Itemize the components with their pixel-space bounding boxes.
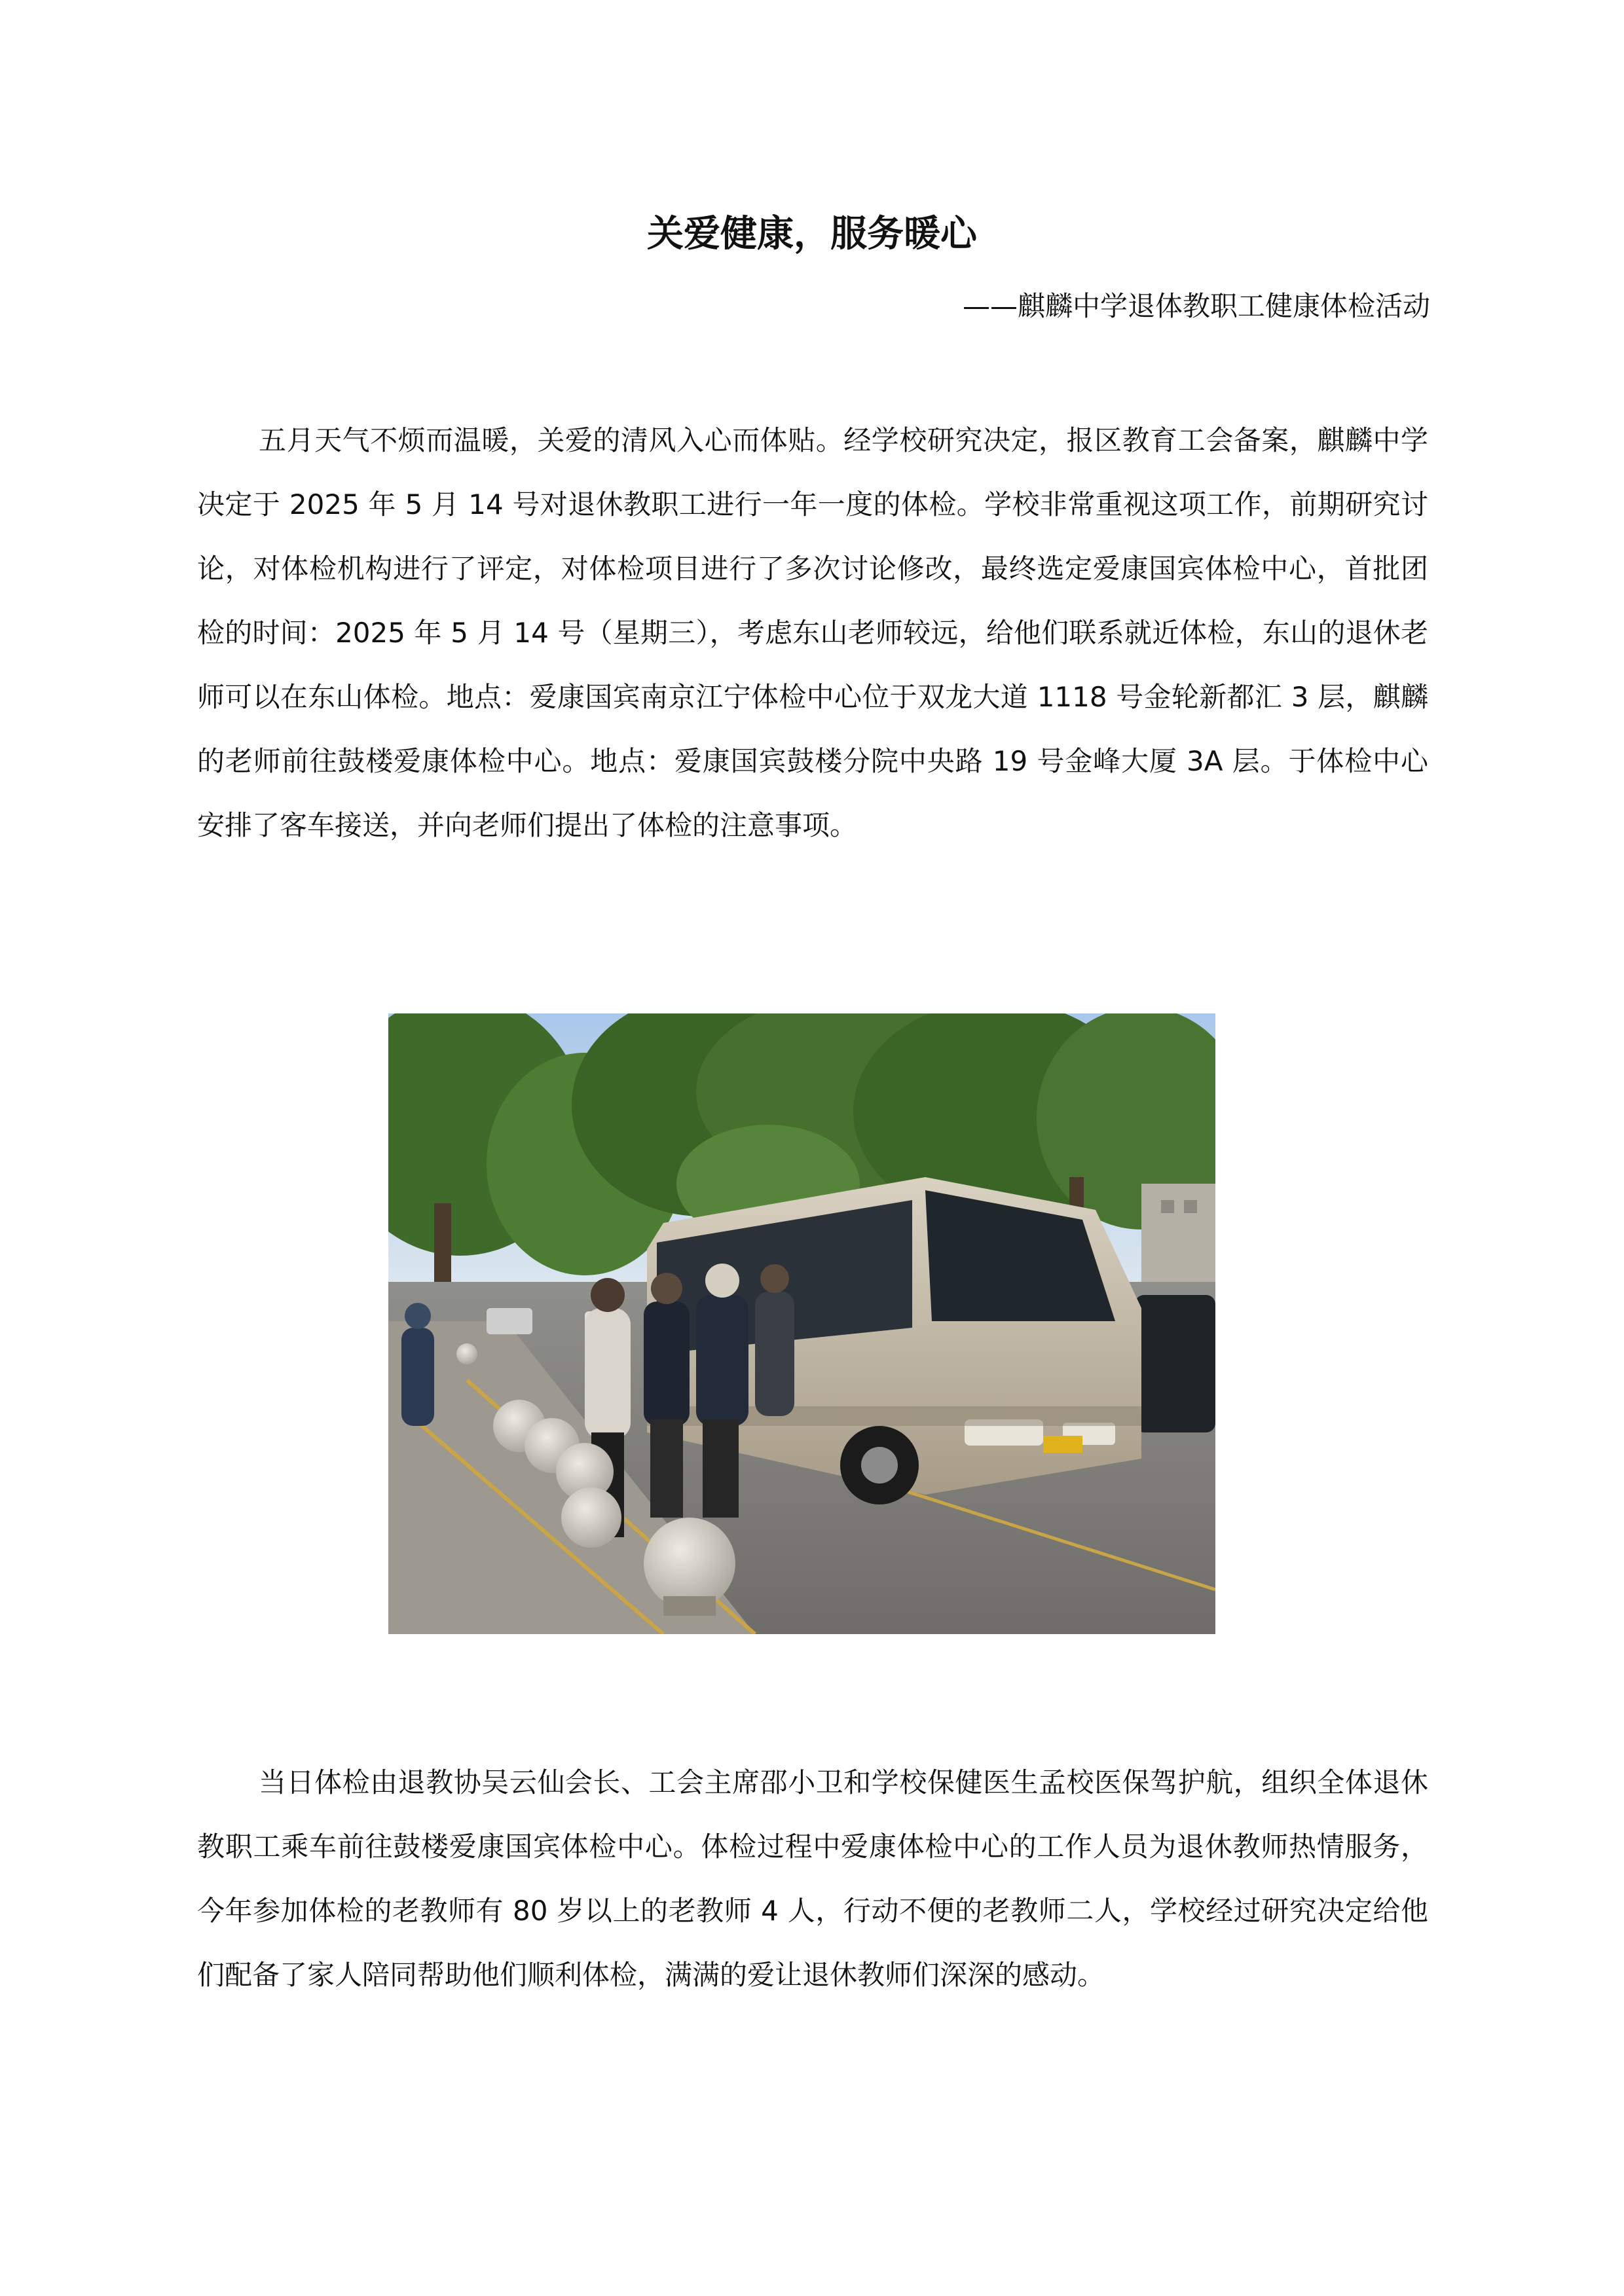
paragraph-1: 五月天气不烦而温暖，关爱的清风入心而体贴。经学校研究决定，报区教育工会备案，麒麟中学决定于 2025 年 5 月 14 号对退休教职工进行一年一度的体检。学校非常重视这项工作，前期研究讨论，对体检机构进行了评定，对体检项目进行了多次讨论修改，最终选定爱康国宾体检中心，首批团检的时间：2025 年 5 月 14 号（星期三），考虑东山老师较远，给他们联系就近体检，东山的退休老师可以在东山体检。地点：爱康国宾南京江宁体检中心位于双龙大道 1118 号金轮新都汇 3 层，麒麟的老师前往鼓楼爱康体检中心。地点：爱康国宾鼓楼分院中央路 19 号金峰大厦 3A 层。于体检中心安排了客车接送，并向老师们提出了体检的注意事项。 <box>197 424 1428 841</box>
bus-scene-illustration <box>388 1013 1215 1634</box>
paragraph-2: 当日体检由退教协吴云仙会长、工会主席邵小卫和学校保健医生孟校医保驾护航，组织全体退休教职工乘车前往鼓楼爱康国宾体检中心。体检过程中爱康体检中心的工作人员为退休教师热情服务，今年参加体检的老教师有 80 岁以上的老教师 4 人，行动不便的老教师二人，学校经过研究决定给他们配备了家人陪同帮助他们顺利体检，满满的爱让退休教师们深深的感动。 <box>197 1766 1428 1991</box>
event-photo <box>388 1013 1215 1634</box>
document-subtitle: ——麒麟中学退体教职工健康体检活动 <box>962 290 1430 322</box>
document-title: 关爱健康，服务暖心 <box>647 213 977 255</box>
